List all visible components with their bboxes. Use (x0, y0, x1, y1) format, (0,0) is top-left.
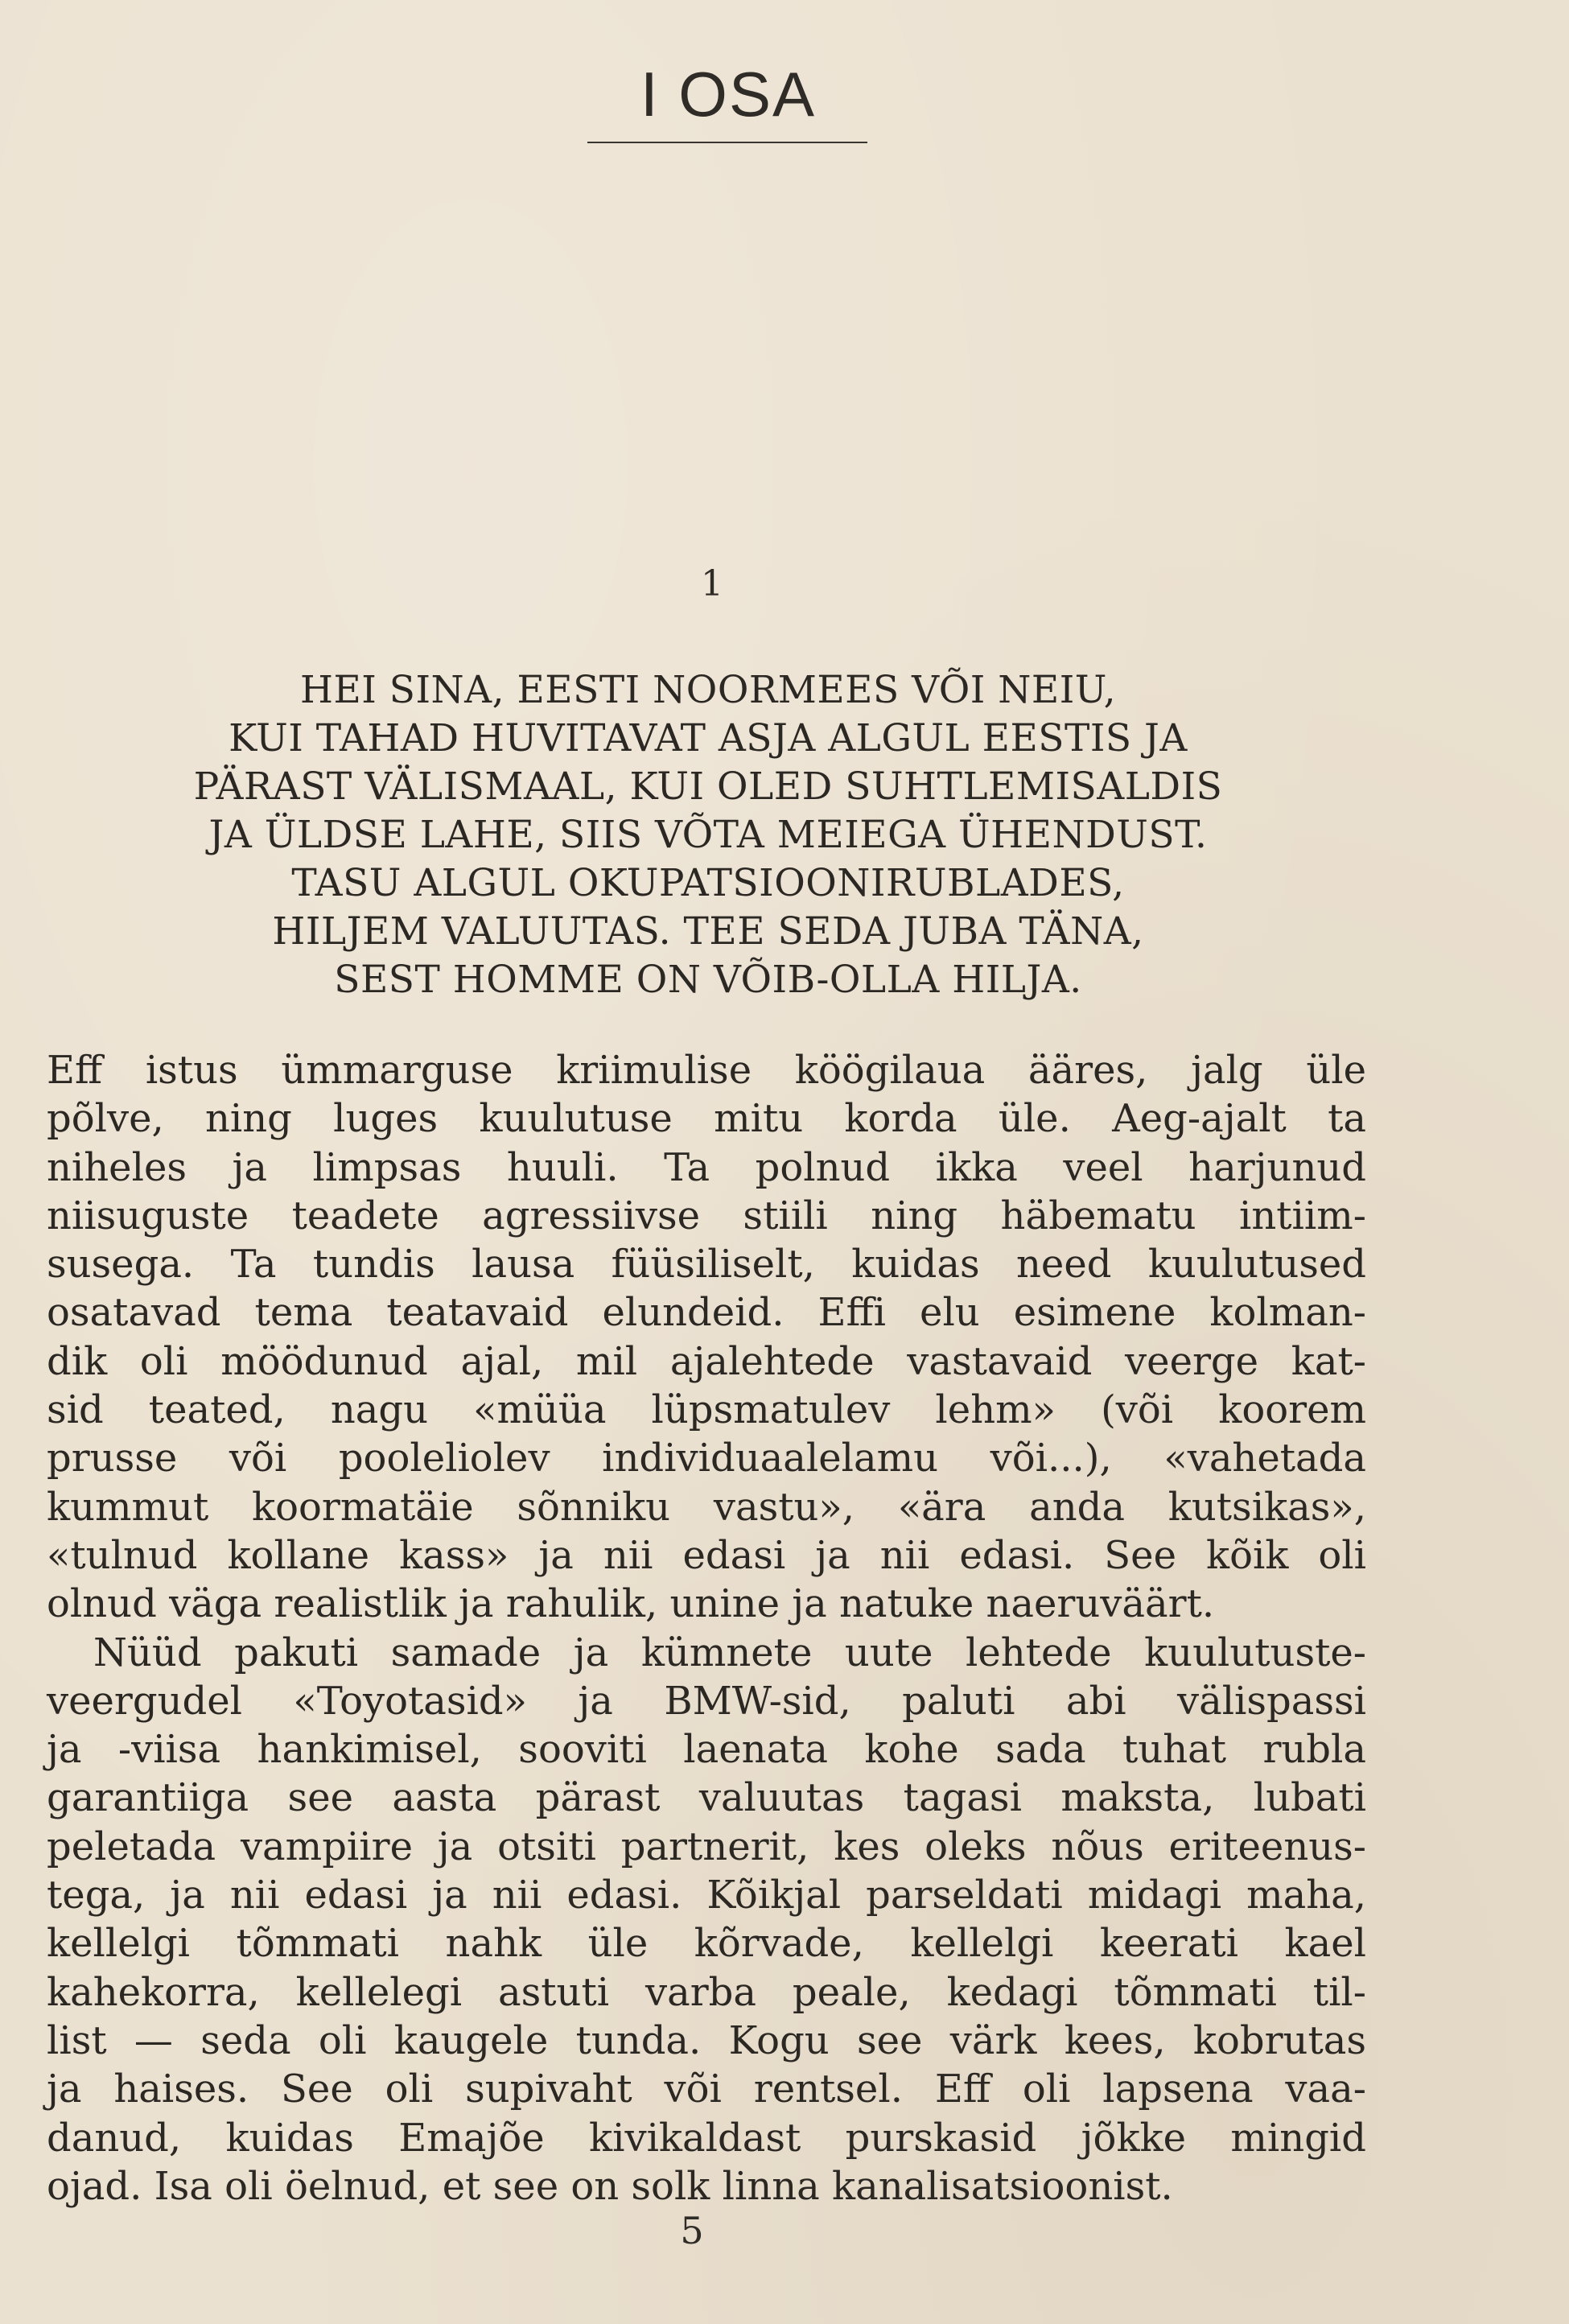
text-line: prusse või pooleliolev individuaalelamu või...), «vahetada (47, 1436, 1366, 1481)
text-line: niheles ja limpsas huuli. Ta polnud ikka veel harjunud (47, 1144, 1366, 1190)
ad-line: PÄRAST VÄLISMAAL, KUI OLED SUHTLEMISALDIS (193, 764, 1223, 809)
page-number: 5 (680, 2209, 704, 2252)
text-line: list — seda oli kaugele tunda. Kogu see värk kees, kobrutas (47, 2017, 1366, 2063)
ad-line: SEST HOMME ON VÕIB-OLLA HILJA. (334, 958, 1082, 1002)
text-line: susega. Ta tundis lausa füüsiliselt, kuidas need kuulutused (47, 1242, 1366, 1288)
ad-line: KUI TAHAD HUVITAVAT ASJA ALGUL EESTIS JA (229, 716, 1188, 760)
part-title: I OSA (640, 59, 817, 130)
text-line: olnud väga realistlik ja rahulik, unine ja natuke naeruväärt. (47, 1581, 1215, 1627)
text-line: osatavad tema teatavaid elundeid. Effi elu esimene kolman- (47, 1290, 1366, 1336)
text-line: kummut koormatäie sõnniku vastu», «ära anda kutsikas», (47, 1484, 1366, 1530)
text-line: põlve, ning luges kuulutuse mitu korda üle. Aeg-ajalt ta (47, 1096, 1366, 1142)
chapter-number: 1 (701, 563, 723, 604)
text-line: ojad. Isa oli öelnud, et see on solk linna kanalisatsioonist. (47, 2163, 1173, 2209)
advertisement-text (72, 666, 1344, 1004)
text-line: Eff istus ümmarguse kriimulise köögilaua ääres, jalg üle (47, 1048, 1366, 1093)
text-line: niisuguste teadete agressiivse stiili ning häbematu intiim- (47, 1193, 1366, 1238)
paragraph-1 (47, 1046, 1366, 1629)
ad-line: HILJEM VALUUTAS. TEE SEDA JUBA TÄNA, (272, 909, 1144, 954)
ad-line: HEI SINA, EESTI NOORMEES VÕI NEIU, (299, 668, 1117, 712)
text-line: kellelgi tõmmati nahk üle kõrvade, kellelgi keerati kael (47, 1921, 1366, 1967)
text-line: garantiiga see aasta pärast valuutas tagasi maksta, lubati (47, 1775, 1366, 1821)
body-text (47, 1046, 1366, 2211)
text-line: peletada vampiire ja otsiti partnerit, kes oleks nõus eriteenus- (47, 1823, 1366, 1869)
text-line: dik oli möödunud ajal, mil ajalehtede vastavaid veerge kat- (47, 1338, 1366, 1384)
text-line: sid teated, nagu «müüa lüpsmatulev lehm» (või koorem (47, 1387, 1366, 1433)
paragraph-2 (47, 1629, 1366, 2211)
text-line: kahekorra, kellelegi astuti varba peale, kedagi tõmmati til- (47, 1969, 1366, 2015)
text-line: tega, ja nii edasi ja nii edasi. Kõikjal parseldati midagi maha, (47, 1873, 1366, 1918)
ad-line: TASU ALGUL OKUPATSIOONIRUBLADES, (291, 861, 1125, 905)
text-line: ja haises. See oli supivaht või rentsel. Eff oli lapsena vaa- (47, 2066, 1366, 2112)
text-line: ja -viisa hankimisel, sooviti laenata kohe sada tuhat rubla (47, 1727, 1366, 1773)
text-line: «tulnud kollane kass» ja nii edasi ja nii edasi. See kõik oli (47, 1532, 1366, 1578)
text-line: veergudel «Toyotasid» ja BMW-sid, paluti abi välispassi (47, 1678, 1366, 1724)
text-line: Nüüd pakuti samade ja kümnete uute lehtede kuulutuste- (93, 1630, 1366, 1675)
part-title-underline (587, 142, 867, 143)
ad-line: JA ÜLDSE LAHE, SIIS VÕTA MEIEGA ÜHENDUST. (208, 813, 1208, 857)
text-line: danud, kuidas Emajõe kivikaldast purskasid jõkke mingid (47, 2115, 1366, 2161)
